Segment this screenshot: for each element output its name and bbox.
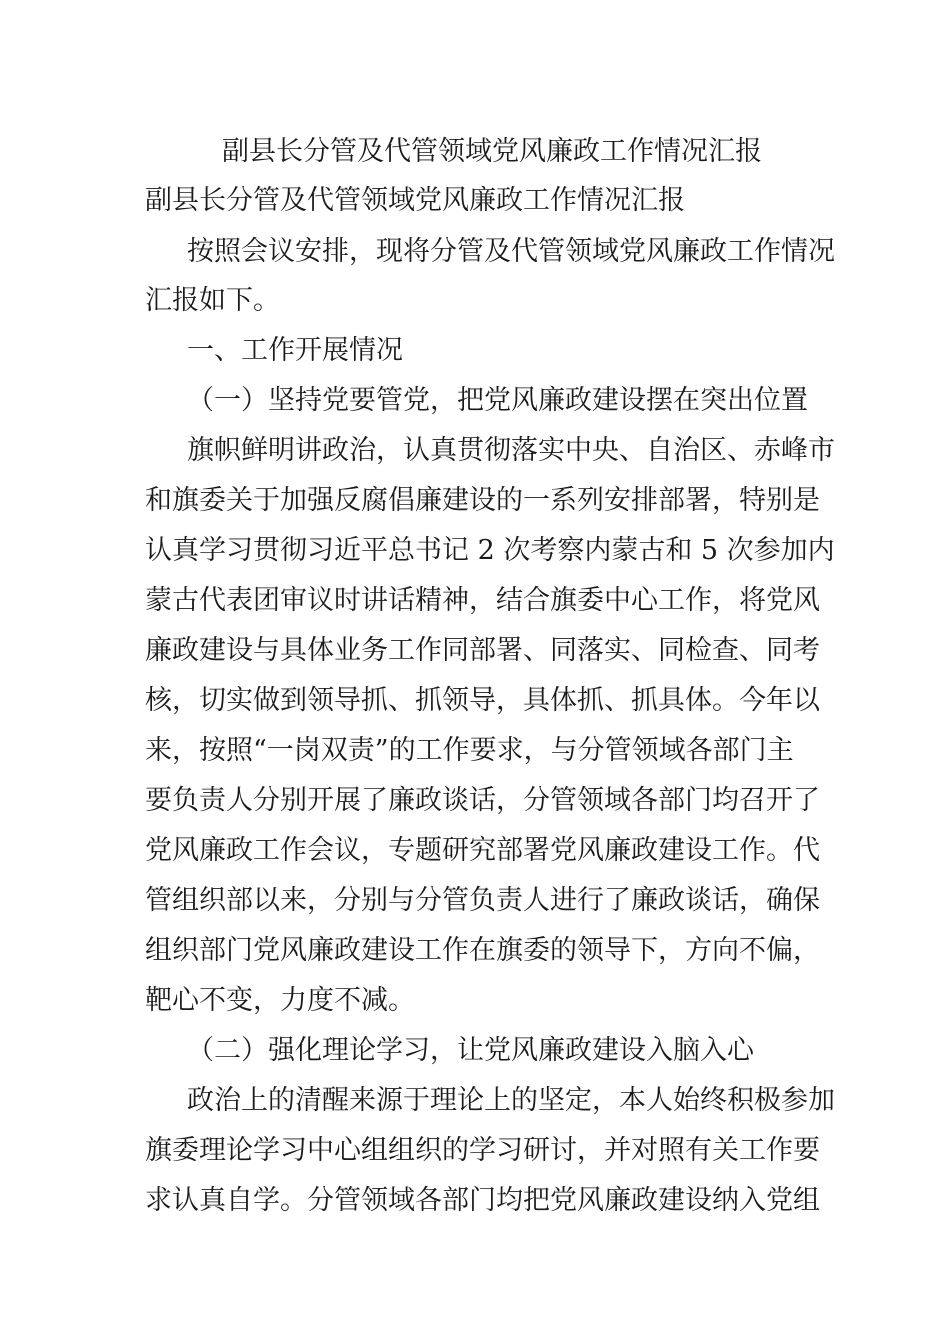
subsection-heading: （二）强化理论学习，让党风廉政建设入脑入心 [187,1035,754,1066]
document-subtitle: 副县长分管及代管领域党风廉政工作情况汇报 [145,185,685,216]
paragraph-line: 核，切实做到领导抓、抓领导，具体抓、抓具体。今年以 [145,685,820,716]
paragraph-line: 靶心不变，力度不减。 [145,985,415,1016]
paragraph-line: 组织部门党风廉政建设工作在旗委的领导下，方向不偏， [145,935,820,966]
paragraph-line: 旗帜鲜明讲政治，认真贯彻落实中央、自治区、赤峰市 [187,435,835,466]
paragraph-line: 廉政建设与具体业务工作同部署、同落实、同检查、同考 [145,635,820,666]
paragraph-line: 认真学习贯彻习近平总书记 2 次考察内蒙古和 5 次参加内 [145,535,835,566]
paragraph-line: 求认真自学。分管领域各部门均把党风廉政建设纳入党组 [145,1185,820,1216]
paragraph-line: 旗委理论学习中心组组织的学习研讨，并对照有关工作要 [145,1135,820,1166]
paragraph-line: 管组织部以来，分别与分管负责人进行了廉政谈话，确保 [145,885,820,916]
paragraph-line: 汇报如下。 [145,285,280,316]
paragraph-line: 党风廉政工作会议，专题研究部署党风廉政建设工作。代 [145,835,820,866]
paragraph-line: 蒙古代表团审议时讲话精神，结合旗委中心工作，将党风 [145,585,820,616]
paragraph-line: 按照会议安排，现将分管及代管领域党风廉政工作情况 [187,236,835,267]
paragraph-line: 要负责人分别开展了廉政谈话，分管领域各部门均召开了 [145,785,820,816]
document-title: 副县长分管及代管领域党风廉政工作情况汇报 [222,136,762,167]
paragraph-line: 来，按照“一岗双责”的工作要求，与分管领域各部门主 [145,735,794,766]
paragraph-line: 政治上的清醒来源于理论上的坚定，本人始终积极参加 [187,1085,835,1116]
subsection-heading: （一）坚持党要管党，把党风廉政建设摆在突出位置 [187,385,808,416]
section-heading: 一、工作开展情况 [187,335,403,366]
paragraph-line: 和旗委关于加强反腐倡廉建设的一系列安排部署，特别是 [145,485,820,516]
